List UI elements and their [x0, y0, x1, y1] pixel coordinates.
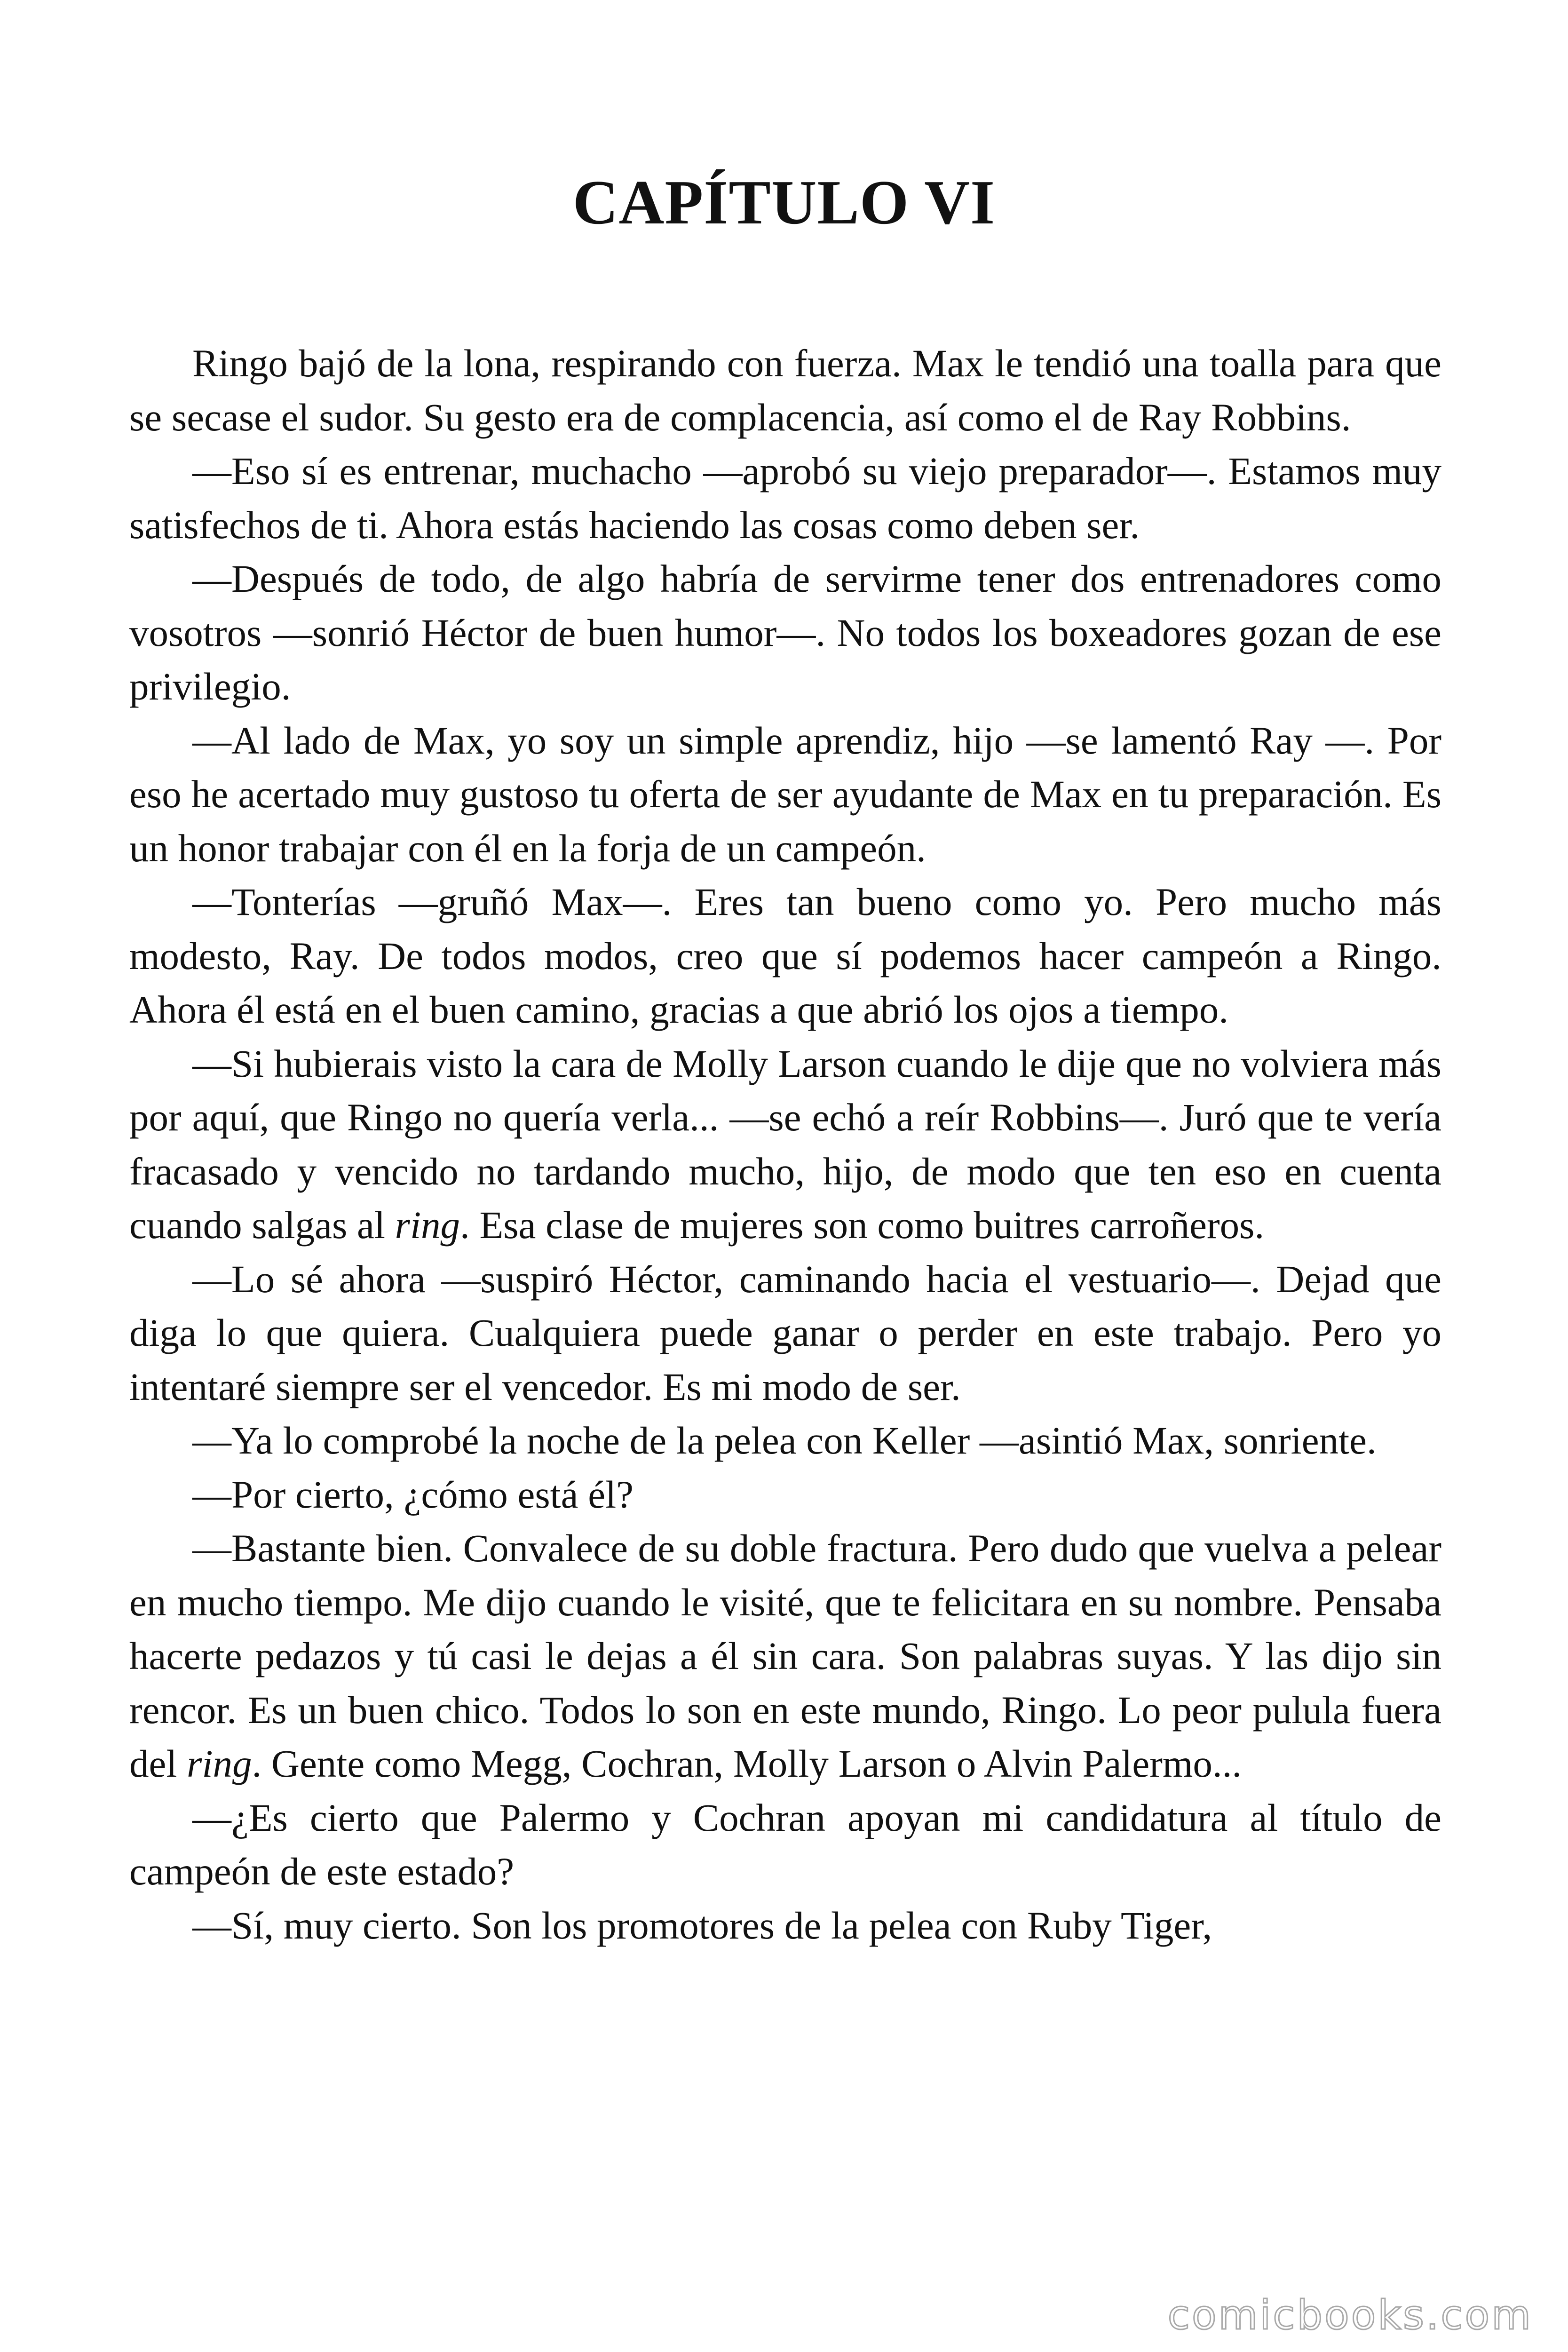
text-segment: —Ya lo comprobé la noche de la pelea con Keller —asintió Max, sonriente. — [192, 1419, 1377, 1462]
text-segment: —Lo sé ahora —suspiró Héctor, caminando hacia el vestuario—. Dejad que diga lo que quiera. Cualquiera puede ganar o perder en este trabajo. Pero yo intentaré siempre ser el vencedor. Es mi modo de ser. — [129, 1257, 1441, 1408]
text-segment: . Esa clase de mujeres son como buitres carroñeros. — [460, 1203, 1265, 1247]
text-segment: —Por cierto, ¿cómo está él? — [192, 1472, 634, 1516]
paragraph — [129, 714, 1441, 875]
text-segment: —Eso sí es entrenar, muchacho —aprobó su viejo preparador—. Estamos muy satisfechos de ti. Ahora estás haciendo las cosas como deben ser. — [129, 449, 1441, 547]
paragraph — [129, 336, 1441, 444]
paragraph — [129, 1468, 1441, 1522]
chapter-body — [129, 336, 1441, 1952]
watermark-logo: comicbooks.com — [1167, 2292, 1533, 2339]
text-segment: —Bastante bien. Convalece de su doble fractura. Pero dudo que vuelva a pelear en mucho tiempo. Me dijo cuando le visité, que te felicitara en su nombre. Pensaba hacerte pedazos y tú casi le dejas a él sin cara. Son palabras suyas. Y las dijo sin rencor. Es un buen chico. Todos lo son en este mundo, Ringo. Lo peor pulula fuera del — [129, 1526, 1441, 1785]
paragraph — [129, 1791, 1441, 1899]
text-segment: —¿Es cierto que Palermo y Cochran apoyan mi candidatura al título de campeón de este estado? — [129, 1796, 1441, 1893]
text-segment: —Sí, muy cierto. Son los promotores de la pelea con Ruby Tiger, — [192, 1903, 1212, 1947]
chapter-title: CAPÍTULO VI — [572, 167, 996, 237]
text-segment: Ringo bajó de la lona, respirando con fuerza. Max le tendió una toalla para que se secase el sudor. Su gesto era de complacencia, así como el de Ray Robbins. — [129, 342, 1441, 439]
text-segment: —Tonterías —gruñó Max—. Eres tan bueno como yo. Pero mucho más modesto, Ray. De todos modos, creo que sí podemos hacer campeón a Ringo. Ahora él está en el buen camino, gracias a que abrió los ojos a tiempo. — [129, 880, 1441, 1031]
paragraph — [129, 444, 1441, 552]
paragraph — [129, 1414, 1441, 1468]
paragraph — [129, 875, 1441, 1037]
paragraph — [129, 552, 1441, 714]
paragraph — [129, 1037, 1441, 1252]
paragraph — [129, 1521, 1441, 1791]
paragraph — [129, 1252, 1441, 1414]
text-segment: . Gente como Megg, Cochran, Molly Larson o Alvin Palermo... — [252, 1742, 1242, 1785]
italic-word: ring — [395, 1203, 460, 1247]
paragraph — [129, 1899, 1441, 1953]
text-segment: —Después de todo, de algo habría de servirme tener dos entrenadores como vosotros —sonrió Héctor de buen humor—. No todos los boxeadores gozan de ese privilegio. — [129, 557, 1441, 708]
text-segment: —Si hubierais visto la cara de Molly Larson cuando le dije que no volviera más por aquí, que Ringo no quería verla... —se echó a reír Robbins—. Juró que te vería fracasado y vencido no tardando mucho, hijo, de modo que ten eso en cuenta cuando salgas al — [129, 1041, 1441, 1247]
italic-word: ring — [187, 1742, 252, 1785]
text-segment: —Al lado de Max, yo soy un simple aprendiz, hijo —se lamentó Ray —. Por eso he acertado muy gustoso tu oferta de ser ayudante de Max en tu preparación. Es un honor trabajar con él en la forja de un campeón. — [129, 718, 1441, 870]
